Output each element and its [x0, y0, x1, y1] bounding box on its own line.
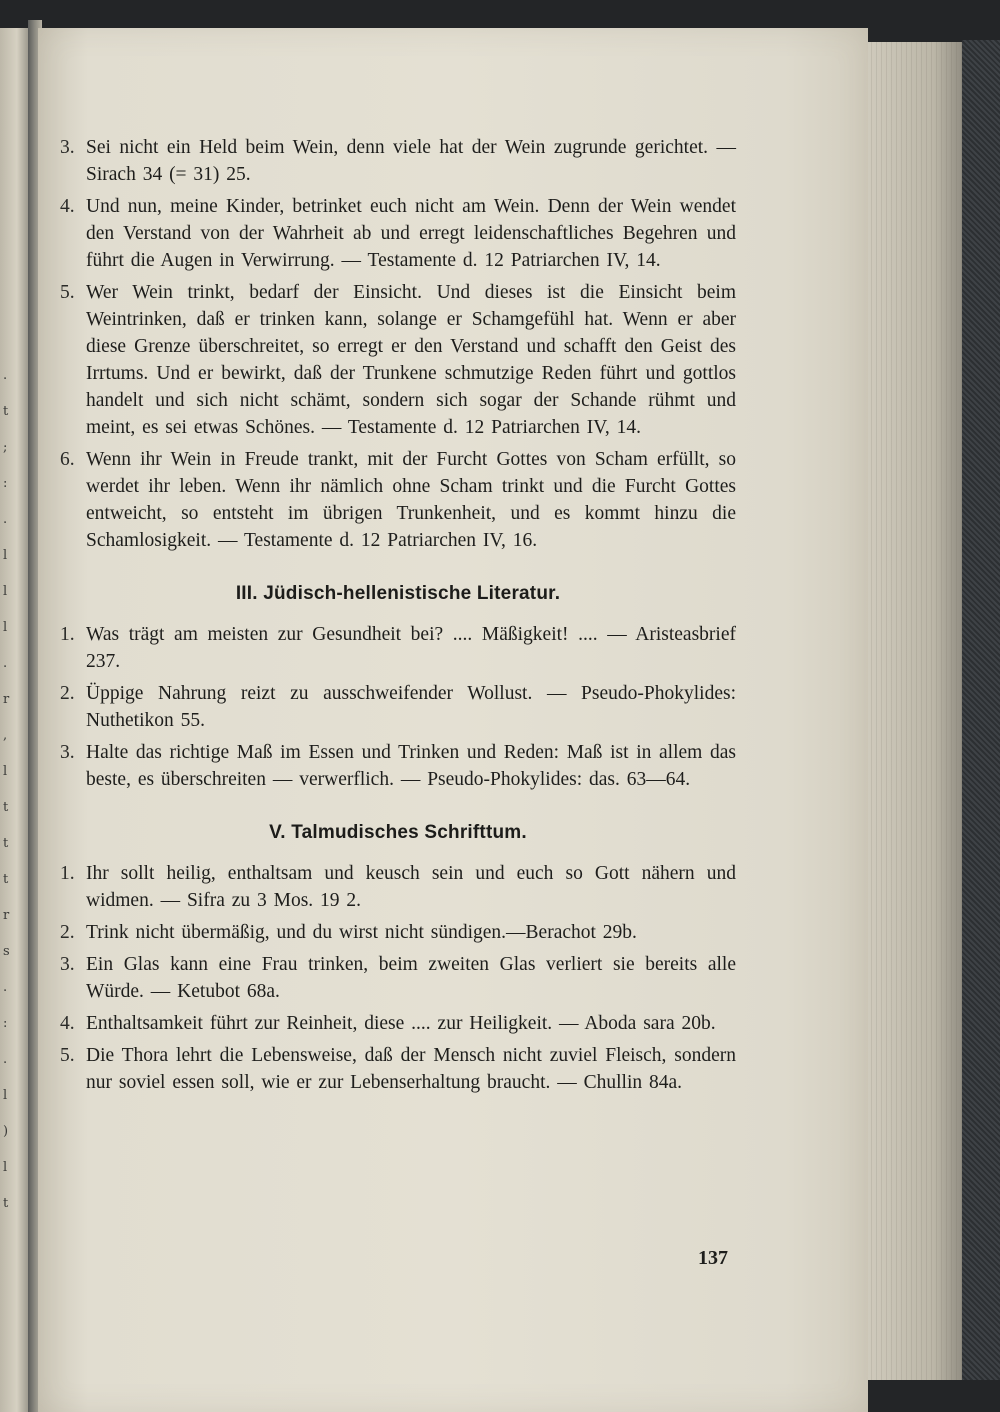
quote-item	[60, 446, 736, 554]
item-text: Und nun, meine Kinder, betrinket euch nicht am Wein. Denn der Wein wendet den Verstand von der Wahrheit ab und erregt leidenschaftliches Begehren und führt die Augen in Verwirrung. — Testamente d. 12 Patriarchen IV, 14.	[86, 196, 736, 271]
item-text: Ein Glas kann eine Frau trinken, beim zweiten Glas verliert sie bereits alle Würde. — Ketubot 68a.	[86, 954, 736, 1002]
facing-page-char: l	[3, 584, 8, 599]
facing-page-char: )	[3, 1124, 9, 1139]
item-number: 5.	[60, 1045, 75, 1066]
facing-page-char: .	[3, 656, 8, 671]
quote-item	[60, 1010, 736, 1037]
facing-page-char: t	[3, 836, 9, 851]
quote-item	[60, 621, 736, 675]
quote-item	[60, 680, 736, 734]
facing-page-char: r	[3, 908, 10, 923]
item-text: Enthaltsamkeit führt zur Reinheit, diese .... zur Heiligkeit. — Aboda sara 20b.	[86, 1013, 716, 1034]
item-number: 3.	[60, 137, 75, 158]
item-text: Trink nicht übermäßig, und du wirst nicht sündigen.—Berachot 29b.	[86, 922, 637, 943]
facing-page-char: .	[3, 368, 8, 383]
facing-page-char: :	[3, 1016, 8, 1031]
item-number: 1.	[60, 624, 75, 645]
facing-page-char: r	[3, 692, 10, 707]
quote-item	[60, 739, 736, 793]
quote-item	[60, 1042, 736, 1096]
item-text: Wer Wein trinkt, bedarf der Einsicht. Und dieses ist die Einsicht beim Weintrinken, daß er trinken kann, solange er Schamgefühl hat. Wenn er aber diese Grenze überschreitet, so erregt er den Verstand und schafft den Geist des Irrtums. Und er bewirkt, daß der Trunkene schmutzige Reden führt und gottlos handelt und sich nicht schämt, sondern sich sogar der Schande rühmt und meint, es sei etwas Schönes. — Testamente d. 12 Patriarchen IV, 14.	[86, 282, 736, 438]
page-stack-edge	[860, 42, 965, 1380]
quote-item	[60, 919, 736, 946]
item-number: 1.	[60, 863, 75, 884]
book-cover-edge	[962, 40, 1000, 1380]
facing-page-char: ;	[3, 440, 8, 455]
facing-page-char: l	[3, 1160, 8, 1175]
item-number: 4.	[60, 1013, 75, 1034]
facing-page-char: .	[3, 1052, 8, 1067]
facing-page-char: :	[3, 476, 8, 491]
facing-page-char: l	[3, 620, 8, 635]
item-number: 2.	[60, 922, 75, 943]
page-content	[60, 134, 736, 1101]
item-text: Wenn ihr Wein in Freude trankt, mit der Furcht Gottes von Scham erfüllt, so werdet ihr leben. Wenn ihr nämlich ohne Scham trinkt und die Furcht Gottes entweicht, so entsteht im übrigen Trunkenheit, und es kommt hinzu die Schamlosigkeit. — Testamente d. 12 Patriarchen IV, 16.	[86, 449, 736, 551]
quote-item	[60, 193, 736, 274]
facing-page-char: l	[3, 764, 8, 779]
facing-page-char: .	[3, 980, 8, 995]
facing-page-char: t	[3, 800, 9, 815]
quote-item	[60, 951, 736, 1005]
item-number: 3.	[60, 742, 75, 763]
book-page	[38, 28, 868, 1412]
facing-page-edge	[0, 28, 28, 1412]
facing-page-char: l	[3, 1088, 8, 1103]
item-text: Ihr sollt heilig, enthaltsam und keusch sein und euch so Gott nähern und widmen. — Sifra zu 3 Mos. 19 2.	[86, 863, 736, 911]
facing-page-char: s	[3, 944, 10, 959]
quote-item	[60, 860, 736, 914]
item-text: Üppige Nahrung reizt zu ausschweifender Wollust. — Pseudo-Phokylides: Nuthetikon 55.	[86, 683, 736, 731]
item-number: 2.	[60, 683, 75, 704]
quote-item	[60, 279, 736, 441]
facing-page-char: ,	[3, 728, 8, 743]
facing-page-char: .	[3, 512, 8, 527]
item-number: 3.	[60, 954, 75, 975]
page-number: 137	[698, 1247, 728, 1269]
quote-item	[60, 134, 736, 188]
facing-page-char: t	[3, 872, 9, 887]
facing-page-char: t	[3, 404, 9, 419]
item-number: 6.	[60, 449, 75, 470]
item-number: 4.	[60, 196, 75, 217]
item-text: Die Thora lehrt die Lebensweise, daß der Mensch nicht zuviel Fleisch, sondern nur soviel essen soll, wie er zur Lebenserhaltung braucht. — Chullin 84a.	[86, 1045, 736, 1093]
item-text: Halte das richtige Maß im Essen und Trinken und Reden: Maß ist in allem das beste, es überschreiten — verwerflich. — Pseudo-Phokylides: das. 63—64.	[86, 742, 736, 790]
section-heading: III. Jüdisch-hellenistische Literatur.	[235, 583, 561, 604]
facing-page-char: l	[3, 548, 8, 563]
item-number: 5.	[60, 282, 75, 303]
item-text: Was trägt am meisten zur Gesundheit bei? .... Mäßigkeit! .... — Aristeasbrief 237.	[86, 624, 736, 672]
facing-page-char: t	[3, 1196, 9, 1211]
item-text: Sei nicht ein Held beim Wein, denn viele hat der Wein zugrunde gerichtet. — Sirach 34 (= 31) 25.	[86, 137, 736, 185]
section-heading: V. Talmudisches Schrifttum.	[269, 822, 527, 843]
